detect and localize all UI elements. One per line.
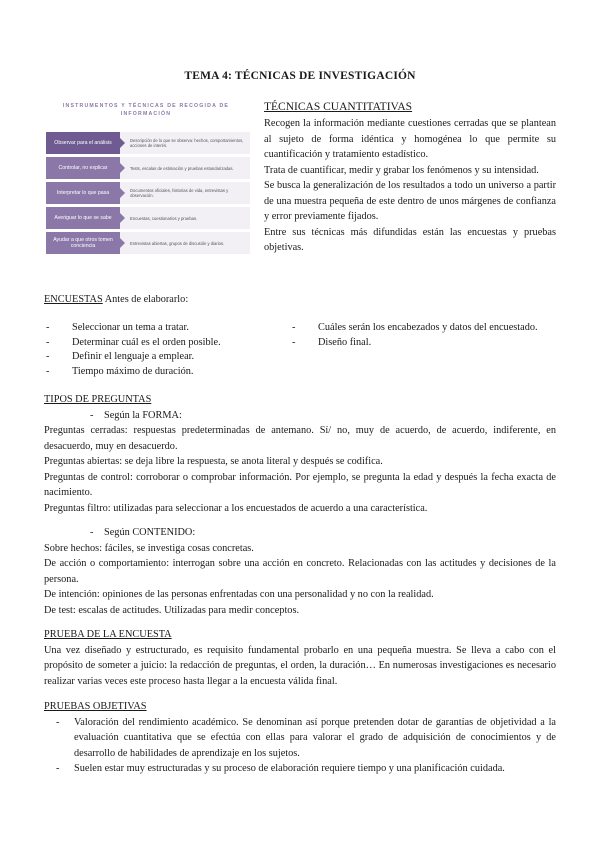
infographic-desc: Entrevistas abiertas, grupos de discusión y diarios. <box>120 232 250 254</box>
contenido-section <box>44 525 556 618</box>
encuestas-list-right <box>292 321 538 350</box>
arrow-icon <box>120 138 125 148</box>
paragraph: Trata de cuantificar, medir y grabar los fenómenos y su intensidad. <box>264 164 539 176</box>
arrow-icon <box>120 163 125 173</box>
infographic-row <box>46 132 250 154</box>
list-item: - Cuáles serán los encabezados y datos del encuestado. <box>292 322 538 333</box>
encuestas-intro <box>44 292 556 308</box>
forma-item: Preguntas abiertas: se deja libre la respuesta, se anota literal y después se codifica. <box>44 456 383 467</box>
page-title: TEMA 4: TÉCNICAS DE INVESTIGACIÓN <box>184 70 416 82</box>
contenido-heading: - Según CONTENIDO: <box>90 527 196 538</box>
list-item: - Seleccionar un tema a tratar. <box>46 322 189 333</box>
prueba-heading: PRUEBA DE LA ENCUESTA <box>44 629 172 640</box>
forma-item: Preguntas filtro: utilizadas para seleccionar a los encuestados de acuerdo a una característica. <box>44 502 428 514</box>
list-item: - Suelen estar muy estructuradas y su proceso de elaboración requiere tiempo y una planificación cuidada. <box>56 763 505 774</box>
forma-item: Preguntas cerradas: respuestas predeterminadas de antemano. Sí/ no, muy de acuerdo, de acuerdo, indiferente, en desacuerdo, muy en desacuerdo. <box>44 425 556 452</box>
objetivas-heading: PRUEBAS OBJETIVAS <box>44 701 147 712</box>
contenido-item: De intención: opiniones de las personas enfrentadas con una personalidad y no con la realidad. <box>44 589 434 600</box>
list-item: - Tiempo máximo de duración. <box>46 365 194 377</box>
list-item: - Determinar cuál es el orden posible. <box>46 336 221 348</box>
infographic-desc: Documentos oficiales, historias de vida, entrevistas y observación. <box>120 182 250 204</box>
paragraph: Se busca la generalización de los resultados a todo un universo a partir de una muestra pequeña de este dentro de unos márgenes de confianza y error previamente fijados. <box>264 180 556 222</box>
tipos-section <box>44 392 556 516</box>
quantitative-heading: TÉCNICAS CUANTITATIVAS <box>264 101 413 113</box>
infographic-label: Controlar, no explicar <box>46 157 120 179</box>
paragraph: Entre sus técnicas más difundidas están las encuestas y pruebas objetivas. <box>264 226 556 253</box>
arrow-icon <box>120 188 125 198</box>
tipos-heading: TIPOS DE PREGUNTAS <box>44 394 152 405</box>
list-item: - Diseño final. <box>292 336 372 348</box>
encuestas-intro-text: Antes de elaborarlo: <box>102 294 189 305</box>
arrow-icon <box>120 238 125 248</box>
contenido-item: De acción o comportamiento: interrogan sobre una acción en concreto. Relacionadas con las actitudes y decisiones de la persona. <box>44 558 556 585</box>
list-item: - Definir el lenguaje a emplear. <box>46 351 195 362</box>
objetivas-list <box>44 715 556 777</box>
objetivas-section <box>44 699 556 777</box>
infographic-desc: Descripción de lo que se observa: hechos, comportamientos, acciones de interés. <box>120 132 250 154</box>
arrow-icon <box>120 213 125 223</box>
infographic-header: INSTRUMENTOS Y TÉCNICAS DE RECOGIDA DE INFORMACIÓN <box>62 103 230 117</box>
infographic-row <box>46 207 250 229</box>
infographic-label: Interpretar lo que pasa <box>46 182 120 204</box>
infographic-label: Observar para el análisis <box>46 132 120 154</box>
infographic-label: Averiguar lo que se sabe <box>46 207 120 229</box>
infographic <box>40 100 252 260</box>
quantitative-body <box>264 116 556 256</box>
contenido-item: Sobre hechos: fáciles, se investiga cosas concretas. <box>44 542 254 554</box>
encuestas-heading: ENCUESTAS <box>44 294 103 305</box>
encuestas-list-left <box>46 321 221 379</box>
infographic-desc: Tests, escalas de estimación y pruebas estandarizadas. <box>120 157 250 179</box>
infographic-row <box>46 157 250 179</box>
prueba-text: Una vez diseñado y estructurado, es requisito fundamental probarlo en una pequeña muestra. Se lleva a cabo con el propósito de someter a juicio: la redacción de preguntas, el orden, la duración… En numerosas investigaciones es necesario realizar varias veces este proceso hasta llegar a la encuesta válida final. <box>44 644 556 687</box>
forma-item: Preguntas de control: corroborar o comprobar información. Por ejemplo, se pregunta la edad y después la fecha exacta de nacimiento. <box>44 471 556 498</box>
infographic-row <box>46 182 250 204</box>
infographic-row <box>46 232 250 254</box>
infographic-desc: Encuestas, cuestionarios y pruebas. <box>120 207 250 229</box>
list-item: - Valoración del rendimiento académico. Se denominan así porque pretenden dotar de garantías de objetividad a la evaluación cuantitativa que se efectúa con ellas para valorar el grado de adquisición de conocimientos y de desarrollo de habilidades de aprendizaje en los sujetos. <box>56 716 556 759</box>
contenido-item: De test: escalas de actitudes. Utilizadas para medir conceptos. <box>44 604 300 616</box>
paragraph: Recogen la información mediante cuestiones cerradas que se plantean al sujeto de forma idéntica y homogénea lo que permite su cuantificación y tratamiento estadístico. <box>264 118 556 160</box>
infographic-label: Ayudar a que otros tomen conciencia <box>46 232 120 254</box>
forma-heading: - Según la FORMA: <box>90 409 182 421</box>
prueba-section <box>44 627 556 689</box>
